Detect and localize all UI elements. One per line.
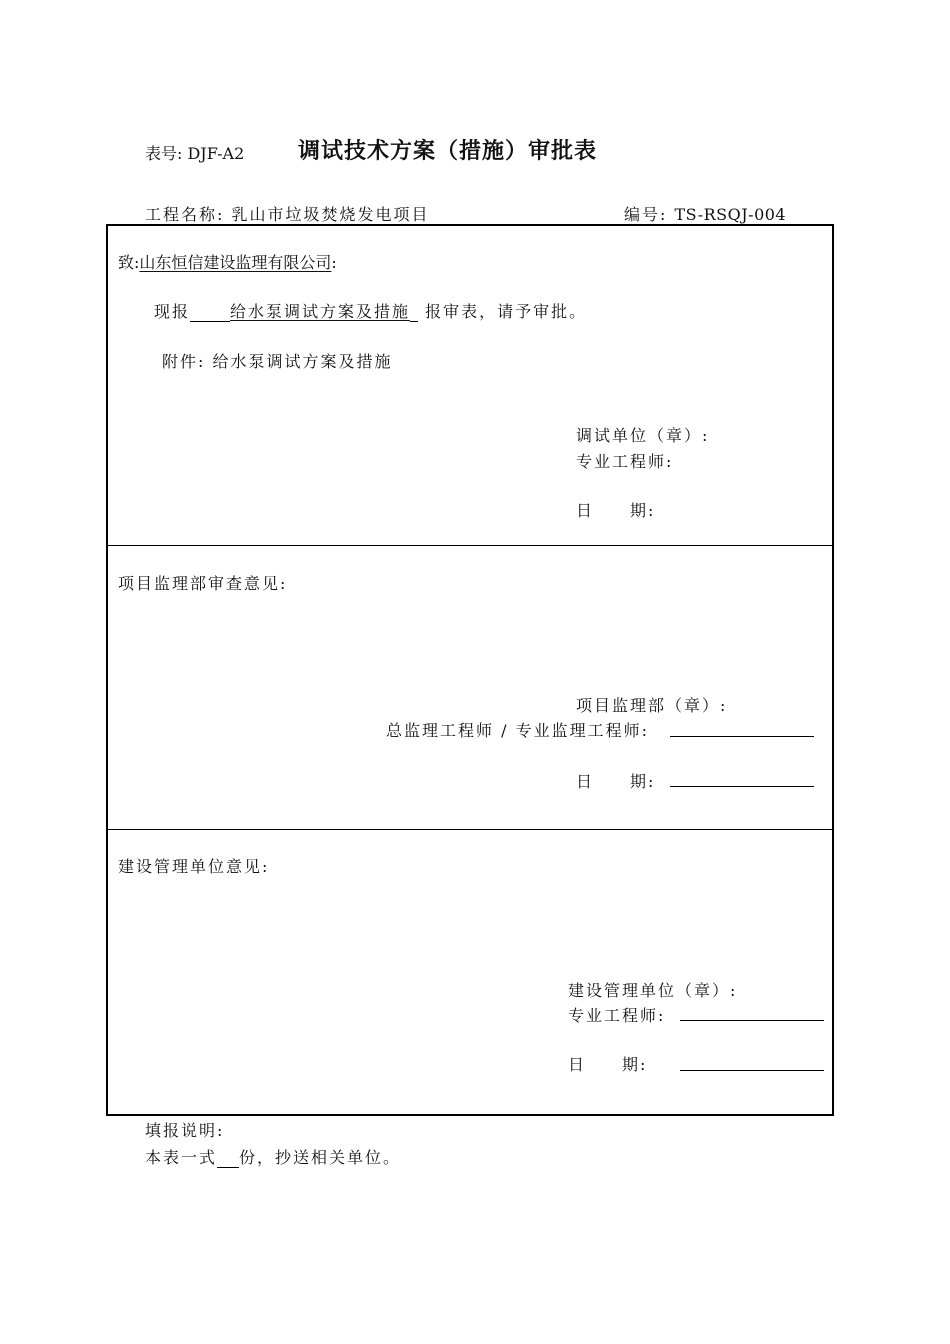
- code-label: 编号:: [624, 205, 668, 224]
- chief-engineer-label: 总监理工程师 / 专业监理工程师:: [386, 721, 649, 740]
- project-name-label: 工程名称:: [145, 205, 225, 224]
- section-divider-2: [108, 829, 832, 830]
- attachment-line: 附件: 给水泵调试方案及措施: [162, 352, 393, 371]
- copies-note: 本表一式 份，抄送相关单位。: [145, 1148, 402, 1167]
- report-suffix: 报审表，请予审批。: [425, 302, 588, 321]
- date-label: 日 期:: [576, 501, 656, 520]
- owner-unit-label: 建设管理单位（章）:: [568, 981, 738, 1000]
- recipient-row: 致:山东恒信建设监理有限公司:: [118, 253, 337, 272]
- copies-count-blank[interactable]: [217, 1148, 239, 1168]
- owner-opinion-heading: 建设管理单位意见:: [118, 857, 270, 876]
- owner-engineer-signature-line[interactable]: [680, 1020, 824, 1021]
- report-row: [154, 299, 587, 322]
- report-item-pad: [190, 302, 230, 322]
- date-label: 日 期:: [568, 1055, 648, 1074]
- supervision-date-line[interactable]: [670, 786, 814, 787]
- form-title: 调试技术方案（措施）审批表: [298, 139, 598, 164]
- owner-date-line[interactable]: [680, 1070, 824, 1071]
- form-number: 表号: DJF-A2: [145, 144, 245, 163]
- recipient-label: 致:: [118, 253, 140, 272]
- owner-engineer-label: 专业工程师:: [568, 1006, 666, 1025]
- report-prefix: 现报: [154, 302, 191, 321]
- commissioning-unit-label: 调试单位（章）:: [576, 426, 710, 445]
- chief-engineer-signature-line[interactable]: [670, 736, 814, 737]
- code-row: [624, 202, 786, 225]
- recipient-org: 山东恒信建设监理有限公司: [139, 253, 332, 272]
- project-name-value: 乳山市垃圾焚烧发电项目: [231, 205, 430, 224]
- supervision-review-heading: 项目监理部审查意见:: [118, 574, 288, 593]
- specialist-engineer-label: 专业工程师:: [576, 452, 674, 471]
- supervision-dept-label: 项目监理部（章）:: [576, 696, 728, 715]
- date-label: 日 期:: [576, 772, 656, 791]
- report-item: 给水泵调试方案及措施: [230, 302, 411, 321]
- filling-instructions-label: 填报说明:: [145, 1121, 225, 1140]
- code-value: TS-RSQJ-004: [674, 205, 787, 224]
- project-name-row: [145, 202, 430, 225]
- approval-form-frame: [106, 224, 834, 1116]
- section-divider-1: [108, 545, 832, 546]
